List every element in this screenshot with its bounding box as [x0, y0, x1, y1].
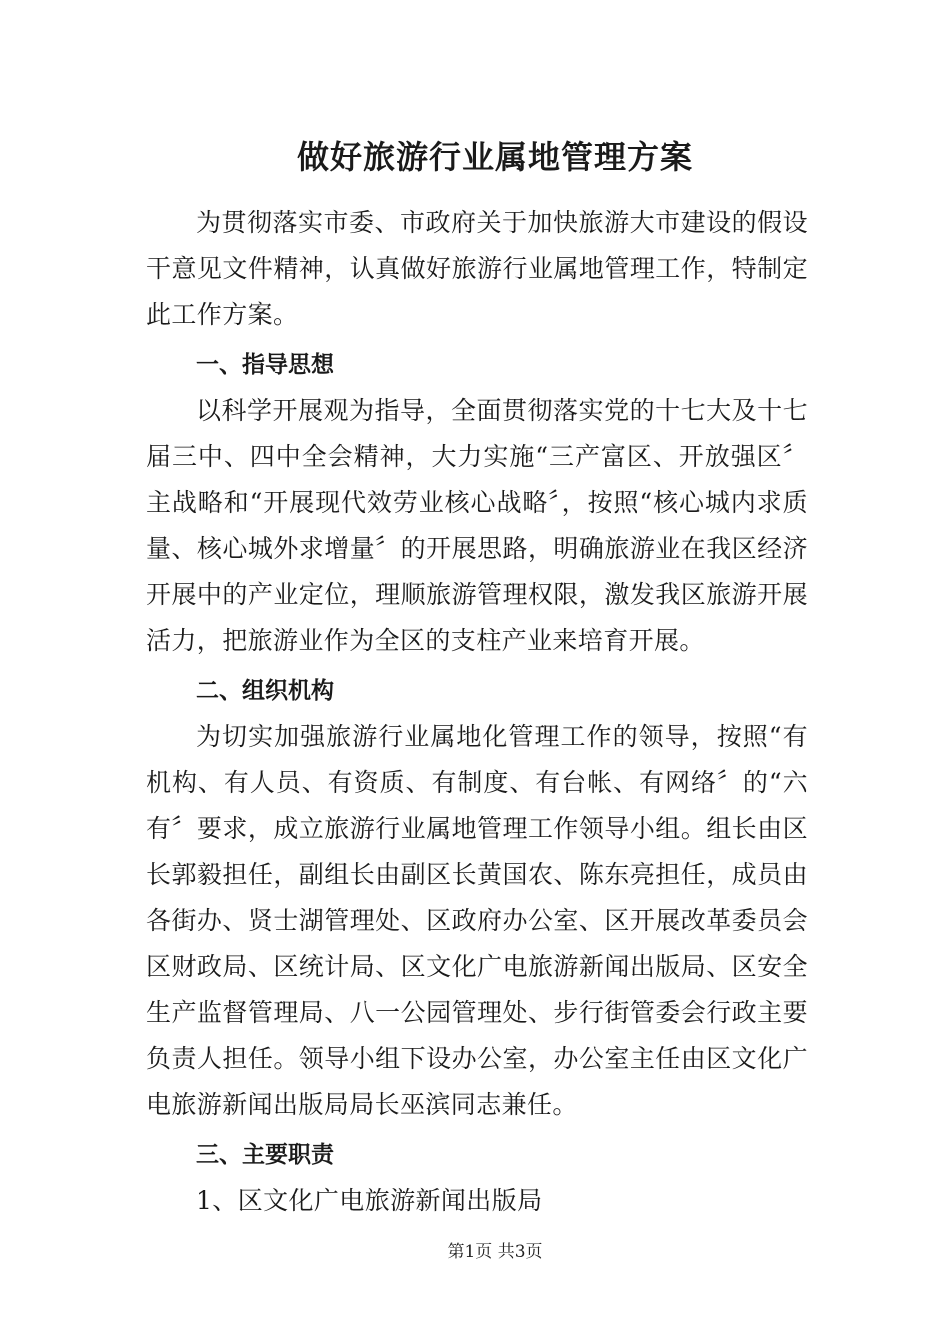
page-footer: 第1页 共3页 — [447, 1242, 543, 1262]
intro-paragraph: 为贯彻落实市委、市政府关于加快旅游大市建设的假设干意见文件精神，认真做好旅游行业属地管理工作，特制定此工作方案。 — [146, 208, 808, 329]
section-paragraph-guiding-ideology: 以科学开展观为指导，全面贯彻落实党的十七大及十七届三中、四中全会精神，大力实施“三产富区、开放强区〞主战略和“开展现代效劳业核心战略〞，按照“核心城内求质量、核心城外求增量〞的开展思路，明确旅游业在我区经济开展中的产业定位，理顺旅游管理权限，激发我区旅游开展活力，把旅游业作为全区的支柱产业来培育开展。 — [146, 396, 808, 655]
document-body — [146, 200, 808, 1224]
section-heading-guiding-ideology: 一、指导思想 — [196, 352, 334, 378]
section-heading-main-duties: 三、主要职责 — [196, 1142, 334, 1168]
duty-item-1: 1、区文化广电旅游新闻出版局 — [196, 1186, 543, 1215]
section-paragraph-organization: 为切实加强旅游行业属地化管理工作的领导，按照“有机构、有人员、有资质、有制度、有台帐、有网络〞的“六有〞要求，成立旅游行业属地管理工作领导小组。组长由区长郭毅担任，副组长由副区长黄国农、陈东亮担任，成员由各街办、贤士湖管理处、区政府办公室、区开展改革委员会区财政局、区统计局、区文化广电旅游新闻出版局、区安全生产监督管理局、八一公园管理处、步行街管委会行政主要负责人担任。领导小组下设办公室，办公室主任由区文化广电旅游新闻出版局局长巫滨同志兼任。 — [146, 722, 808, 1119]
section-heading-organization: 二、组织机构 — [196, 678, 334, 704]
document-title: 做好旅游行业属地管理方案 — [296, 138, 693, 176]
